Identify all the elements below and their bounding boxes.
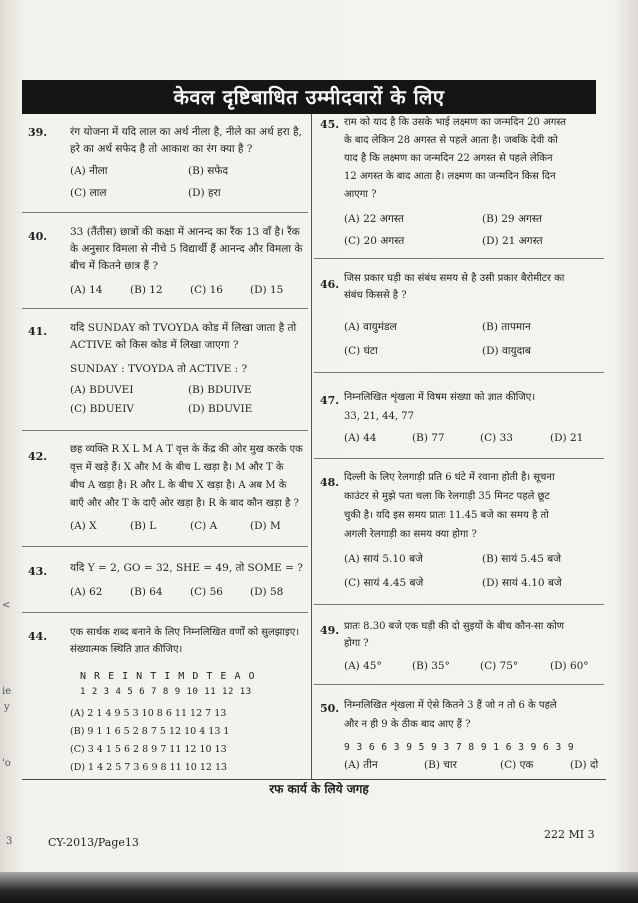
question-text: छह व्यक्ति R X L M A T वृत्त के केंद्र की ओर मुख करके एक वृत्त में खड़े हैं। X और M के बीच L खड़ा है। M और T के बीच A खड़ा है। R और L के बीच X खड़ा है। A अब M के बाएँ और और T के दाएँ ओर खड़ा है। R के बाद कौन खड़ा है ? xyxy=(70,444,303,509)
question-text: यदि SUNDAY को TVOYDA कोड में लिखा जाता है तो ACTIVE को किस कोड में लिखा जाएगा ? SUNDAY : TVOYDA तो ACTIVE : ? xyxy=(70,322,297,375)
option-a: (A) वायुमंडल xyxy=(344,321,397,333)
option-b: (B) सायं 5.45 बजे xyxy=(482,553,561,565)
question-text: 33 (तैंतीस) छात्रों की कक्षा में आनन्द का रैंक 13 वाँ है। रैंक के अनुसार विमला से नीचे 5 विद्यार्थी हैं आनन्द और विमला के बीच में कितने छात्र हैं ? xyxy=(70,226,303,272)
option-d: (D) 1 4 2 5 7 3 6 9 8 11 10 12 13 xyxy=(70,762,228,773)
question-text: एक सार्थक शब्द बनाने के लिए निम्नलिखित वर्णों को सुलझाइए। संख्यात्मक स्थिति ज्ञात कीजिए। xyxy=(70,627,300,655)
option-b: (B) 35° xyxy=(412,660,450,672)
option-b: (B) 29 अगस्त xyxy=(482,213,542,225)
option-d: (D) BDUVIE xyxy=(188,403,253,415)
page-id: CY-2013/Page13 xyxy=(48,836,139,849)
option-b: (B) 9 1 1 6 5 2 8 7 5 12 10 4 13 1 xyxy=(70,726,230,737)
option-c: (C) 20 अगस्त xyxy=(344,235,405,247)
option-a: (A) 14 xyxy=(70,284,103,296)
question-text: निम्नलिखित शृंखला में ऐसे कितने 3 हैं जो न तो 6 के पहले और न ही 9 के ठीक बाद आए हैं ? 9 3 6 6 3 9 5 9 3 7 8 9 1 6 3 9 6 3 9 xyxy=(344,700,575,753)
option-a: (A) सायं 5.10 बजे xyxy=(344,553,423,565)
option-d: (D) वायुदाब xyxy=(482,345,531,357)
column-divider xyxy=(311,114,312,779)
option-c: (C) BDUEIV xyxy=(70,403,134,415)
question-text: प्रातः 8.30 बजे एक घड़ी की दो सुइयों के बीच कौन-सा कोण होगा ? xyxy=(344,621,565,649)
option-c: (C) लाल xyxy=(70,187,107,199)
question-number: 45. xyxy=(320,118,340,131)
option-b: (B) 77 xyxy=(412,432,445,444)
option-c: (C) 3 4 1 5 6 2 8 9 7 11 12 10 13 xyxy=(70,744,227,755)
question-number: 50. xyxy=(320,702,340,715)
question-number: 48. xyxy=(320,476,340,489)
question-number: 46. xyxy=(320,278,340,291)
option-c: (C) घंटा xyxy=(344,345,378,357)
question-divider xyxy=(22,612,308,613)
option-d: (D) हरा xyxy=(188,187,221,199)
option-b: (B) 12 xyxy=(130,284,163,296)
question-divider xyxy=(314,372,604,373)
option-a: (A) 44 xyxy=(344,432,377,444)
option-a: (A) तीन xyxy=(344,759,378,771)
option-b: (B) सफेद xyxy=(188,165,229,177)
page-banner: केवल दृष्टिबाधित उम्मीदवारों के लिए xyxy=(22,80,596,114)
option-d: (D) 21 xyxy=(550,432,584,444)
question-text: निम्नलिखित शृंखला में विषम संख्या को ज्ञात कीजिए। 33, 21, 44, 77 xyxy=(344,392,536,422)
question-divider xyxy=(314,604,604,605)
question-divider xyxy=(22,430,308,431)
scan-bottom-strip xyxy=(0,872,638,903)
question-divider xyxy=(22,212,308,213)
option-c: (C) 33 xyxy=(480,432,513,444)
option-d: (D) 60° xyxy=(550,660,589,672)
question-text: रंग योजना में यदि लाल का अर्थ नीला है, नीले का अर्थ हरा है, हरे का अर्थ सफेद है तो आकाश का रंग क्या है ? xyxy=(70,126,302,155)
option-d: (D) दो xyxy=(570,759,599,771)
option-b: (B) तापमान xyxy=(482,321,531,333)
edge-mark: < xyxy=(2,600,11,611)
number-row: 1 2 3 4 5 6 7 8 9 10 11 12 13 xyxy=(80,687,252,697)
question-number: 43. xyxy=(28,565,48,578)
option-c: (C) 75° xyxy=(480,660,519,672)
option-a: (A) नीला xyxy=(70,165,108,177)
option-a: (A) X xyxy=(70,520,97,532)
question-divider xyxy=(314,258,604,259)
option-b: (B) 64 xyxy=(130,586,163,598)
option-a: (A) 22 अगस्त xyxy=(344,213,404,225)
option-c: (C) 56 xyxy=(190,586,223,598)
question-text: राम को याद है कि उसके भाई लक्ष्मण का जन्मदिन 20 अगस्त के बाद लेकिन 28 अगस्त से पहले आता है। जबकि देवी को याद है कि लक्ष्मण का जन्मदिन 22 अगस्त से पहले लेकिन 12 अगस्त के बाद आता है। लक्ष्मण का जन्मदिन किस दिन आएगा ? xyxy=(344,117,566,200)
question-text: जिस प्रकार घड़ी का संबंध समय से है उसी प्रकार बैरोमीटर का संबंध किससे है ? xyxy=(344,273,565,301)
option-d: (D) सायं 4.10 बजे xyxy=(482,577,562,589)
option-b: (B) L xyxy=(130,520,157,532)
option-a: (A) 45° xyxy=(344,660,382,672)
option-d: (D) M xyxy=(250,520,281,532)
question-divider xyxy=(22,308,308,309)
option-d: (D) 58 xyxy=(250,586,284,598)
question-text: दिल्ली के लिए रेलगाड़ी प्रति 6 घंटे में रवाना होती है। सूचना काउंटर से मुझे पता चला कि रेलगाड़ी 35 मिनट पहले छूट चुकी है। यदि इस समय प्रातः 11.45 बजे का समय है तो अगली रेलगाड़ी का समय क्या होगा ? xyxy=(344,472,555,540)
option-c: (C) एक xyxy=(500,759,534,771)
option-a: (A) 62 xyxy=(70,586,103,598)
letter-row: N R E I N T I M D T E A O xyxy=(80,671,256,682)
question-number: 44. xyxy=(28,630,48,643)
question-number: 42. xyxy=(28,450,48,463)
question-divider xyxy=(314,684,604,685)
edge-mark: 'o xyxy=(2,758,11,769)
edge-mark: 3 xyxy=(6,836,13,847)
question-divider xyxy=(22,546,308,547)
option-b: (B) BDUIVE xyxy=(188,384,252,396)
question-number: 47. xyxy=(320,394,340,407)
option-b: (B) चार xyxy=(424,759,457,771)
option-d: (D) 21 अगस्त xyxy=(482,235,543,247)
question-number: 40. xyxy=(28,230,48,243)
option-a: (A) 2 1 4 9 5 3 10 8 6 11 12 7 13 xyxy=(70,708,227,719)
booklet-code: 222 MI 3 xyxy=(544,828,595,841)
question-text: यदि Y = 2, GO = 32, SHE = 49, तो SOME = ? xyxy=(70,562,303,574)
option-d: (D) 15 xyxy=(250,284,284,296)
question-number: 39. xyxy=(28,126,48,139)
rough-work-label: रफ कार्य के लिये जगह xyxy=(269,782,369,796)
edge-mark: ie xyxy=(2,686,12,697)
edge-mark: y xyxy=(4,702,10,713)
option-a: (A) BDUVEI xyxy=(70,384,134,396)
question-number: 49. xyxy=(320,624,340,637)
question-divider xyxy=(314,458,604,459)
question-number: 41. xyxy=(28,325,48,338)
option-c: (C) सायं 4.45 बजे xyxy=(344,577,424,589)
option-c: (C) A xyxy=(190,520,218,532)
option-c: (C) 16 xyxy=(190,284,223,296)
